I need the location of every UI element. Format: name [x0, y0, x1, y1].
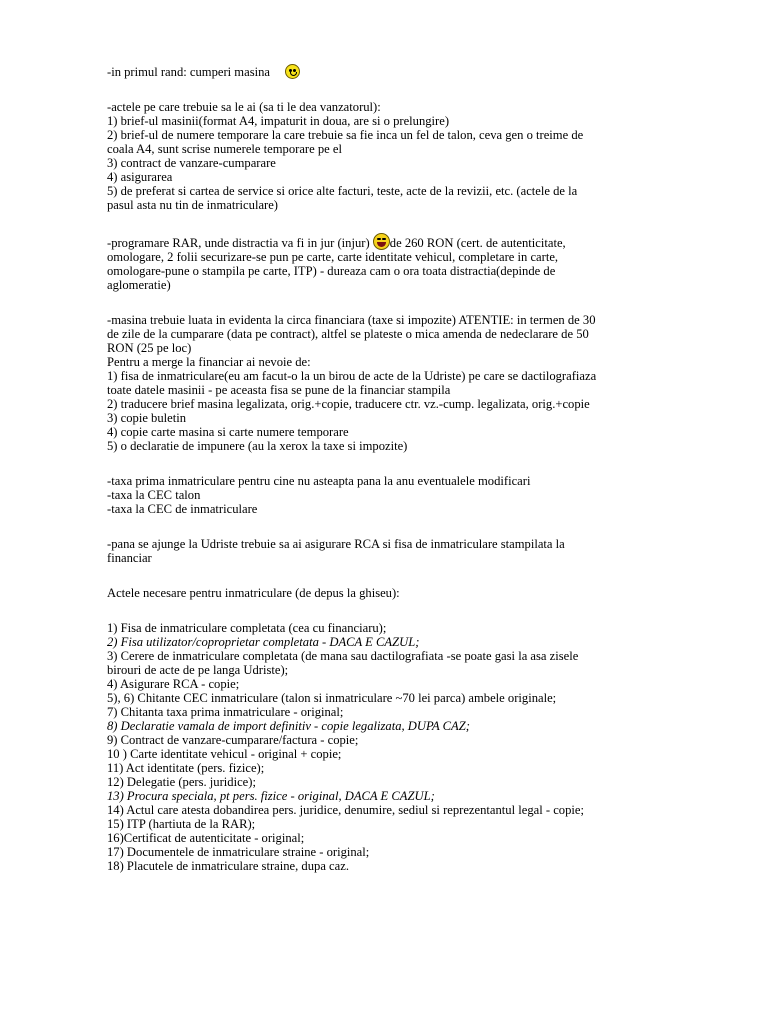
udriste-line: -pana se ajunge la Udriste trebuie sa ai asigurare RCA si fisa de inmatriculare stampilata la	[107, 537, 565, 551]
list-item: 18) Placutele de inmatriculare straine, dupa caz.	[107, 859, 349, 873]
financiar-line: 5) o declaratie de impunere (au la xerox la taxe si impozite)	[107, 439, 408, 453]
list-item: 2) Fisa utilizator/coproprietar completata - DACA E CAZUL;	[107, 635, 420, 649]
acte-line: 1) brief-ul masinii(format A4, impaturit in doua, are si o prelungire)	[107, 114, 450, 128]
acte-line: coala A4, sunt scrise numerele temporare pe el	[107, 142, 342, 156]
list-item: 14) Actul care atesta dobandirea pers. juridice, denumire, sediul si reprezentantul legal - copie;	[107, 803, 584, 817]
intro-line	[107, 64, 708, 79]
list-item: 3) Cerere de inmatriculare completata (de mana sau dactilografiata -se poate gasi la asa zisele	[107, 649, 579, 663]
necesare-title: Actele necesare pentru inmatriculare (de depus la ghiseu):	[107, 586, 400, 600]
udriste-line: financiar	[107, 551, 152, 565]
laughing-face-icon	[373, 233, 390, 250]
list-item: 17) Documentele de inmatriculare straine - original;	[107, 845, 370, 859]
financiar-line: 4) copie carte masina si carte numere temporare	[107, 425, 349, 439]
acte-line: 2) brief-ul de numere temporare la care trebuie sa fie inca un fel de talon, ceva gen o treime de	[107, 128, 584, 142]
rar-line: omologare-pune o stampila pe carte, ITP) - dureaza cam o ora toata distractia(depinde de	[107, 264, 556, 278]
acte-line: 3) contract de vanzare-cumparare	[107, 156, 276, 170]
intro-text: -in primul rand: cumperi masina	[107, 65, 270, 79]
financiar-line: 3) copie buletin	[107, 411, 187, 425]
rar-text-after: de 260 RON (cert. de autenticitate,	[389, 236, 566, 250]
financiar-line: RON (25 pe loc)	[107, 341, 192, 355]
list-item: 4) Asigurare RCA - copie;	[107, 677, 240, 691]
rar-text-before: -programare RAR, unde distractia va fi in jur (injur)	[107, 236, 373, 250]
financiar-line: 1) fisa de inmatriculare(eu am facut-o la un birou de acte de la Udriste) pe care se dactilografiaza	[107, 369, 597, 383]
list-item: birouri de acte de pe langa Udriste);	[107, 663, 289, 677]
list-item: 9) Contract de vanzare-cumparare/factura - copie;	[107, 733, 359, 747]
acte-line: pasul asta nu tin de inmatriculare)	[107, 198, 279, 212]
rar-line: aglomeratie)	[107, 278, 171, 292]
taxe-section	[107, 474, 708, 516]
taxe-line: -taxa prima inmatriculare pentru cine nu asteapta pana la anu eventualele modificari	[107, 474, 531, 488]
financiar-line: Pentru a merge la financiar ai nevoie de:	[107, 355, 311, 369]
list-item: 16)Certificat de autenticitate - original;	[107, 831, 305, 845]
list-item: 5), 6) Chitante CEC inmatriculare (talon si inmatriculare ~70 lei parca) ambele originale;	[107, 691, 557, 705]
list-item: 11) Act identitate (pers. fizice);	[107, 761, 265, 775]
financiar-line: toate datele masinii - pe aceasta fisa se pune de la financiar stampila	[107, 383, 451, 397]
list-item: 10 ) Carte identitate vehicul - original + copie;	[107, 747, 342, 761]
financiar-line: -masina trebuie luata in evidenta la circa financiara (taxe si impozite) ATENTIE: in termen de 30	[107, 313, 596, 327]
udriste-section	[107, 537, 708, 565]
taxe-line: -taxa la CEC talon	[107, 488, 201, 502]
smiley-icon	[285, 64, 300, 79]
list-item: 15) ITP (hartiuta de la RAR);	[107, 817, 256, 831]
rar-line: omologare, 2 folii securizare-se pun pe carte, carte identitate vehicul, completare in carte,	[107, 250, 559, 264]
rar-first-line	[107, 233, 708, 250]
list-item: 1) Fisa de inmatriculare completata (cea cu financiaru);	[107, 621, 387, 635]
acte-line: 4) asigurarea	[107, 170, 173, 184]
list-item: 13) Procura speciala, pt pers. fizice - original, DACA E CAZUL;	[107, 789, 435, 803]
financiar-line: 2) traducere brief masina legalizata, orig.+copie, traducere ctr. vz.-cump. legalizata, orig.+copie	[107, 397, 590, 411]
list-item: 8) Declaratie vamala de import definitiv - copie legalizata, DUPA CAZ;	[107, 719, 470, 733]
acte-list	[107, 114, 708, 212]
taxe-line: -taxa la CEC de inmatriculare	[107, 502, 258, 516]
financiar-section	[107, 313, 708, 453]
financiar-line: de zile de la cumparare (data pe contract), altfel se plateste o mica amenda de nedeclarare de 50	[107, 327, 589, 341]
list-item: 12) Delegatie (pers. juridice);	[107, 775, 256, 789]
necesare-list	[107, 621, 708, 873]
acte-line: 5) de preferat si cartea de service si orice alte facturi, teste, acte de la revizii, etc. (actele de la	[107, 184, 578, 198]
acte-title: -actele pe care trebuie sa le ai (sa ti le dea vanzatorul):	[107, 100, 381, 114]
list-item: 7) Chitanta taxa prima inmatriculare - original;	[107, 705, 344, 719]
